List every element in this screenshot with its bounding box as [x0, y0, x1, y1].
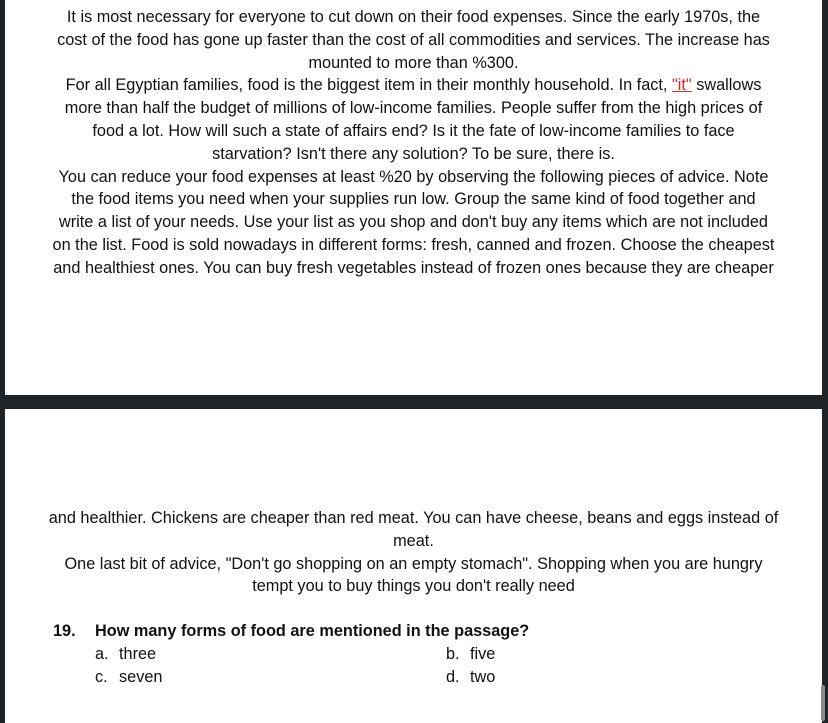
passage-line: One last bit of advice, "Don't go shopping on an empty stomach". Shopping when you are hungry [64, 554, 763, 573]
option-letter: b. [446, 645, 460, 663]
answer-option-b[interactable] [446, 645, 495, 664]
answer-option-a[interactable] [95, 645, 156, 664]
passage-line: and healthiest ones. You can buy fresh vegetables instead of frozen ones because they are cheaper [53, 258, 774, 277]
passage-line: mounted to more than %300. [308, 53, 519, 72]
passage-line: and healthier. Chickens are cheaper than red meat. You can have cheese, beans and eggs instead of [48, 509, 779, 527]
paragraph-5 [5, 553, 822, 599]
passage-line: write a list of your needs. Use your list as you shop and don't buy any items which are not included [58, 213, 768, 232]
passage-line: the food items you need when your supplies run low. Group the same kind of food together and [71, 190, 756, 209]
passage-line: starvation? Isn't there any solution? To be sure, there is. [212, 144, 615, 163]
document-page-2 [5, 409, 822, 723]
passage-line: meat. [393, 531, 434, 550]
paragraph-1 [5, 6, 822, 74]
document-page-1 [5, 0, 822, 395]
question-number: 19. [53, 622, 76, 640]
paragraph-3 [5, 166, 822, 280]
option-text: three [119, 645, 157, 663]
passage-line: more than half the budget of millions of low-income families. People suffer from the high prices of [64, 99, 763, 118]
passage-line: tempt you to buy things you don't really need [252, 577, 575, 596]
question-text: How many forms of food are mentioned in the passage? [95, 622, 530, 640]
answer-option-d[interactable] [446, 668, 495, 687]
passage-part-2 [5, 507, 822, 598]
option-letter: d. [446, 668, 460, 686]
highlighted-word-it: "it" [671, 76, 692, 95]
passage-line: swallows [691, 76, 762, 95]
question-19 [53, 622, 529, 641]
scrollbar-thumb[interactable] [821, 685, 825, 721]
passage-line: cost of the food has gone up faster than the cost of all commodities and services. The increase has [57, 30, 770, 49]
option-letter: a. [95, 645, 109, 663]
passage-line: For all Egyptian families, food is the biggest item in their monthly household. In fact, [65, 76, 672, 95]
paragraph-4 [5, 507, 822, 553]
option-text: two [470, 668, 496, 686]
answer-option-c[interactable] [95, 668, 162, 687]
paragraph-2 [5, 74, 822, 165]
option-text: seven [119, 668, 163, 686]
option-text: five [470, 645, 496, 663]
option-letter: c. [95, 668, 108, 686]
passage-line: on the list. Food is sold nowadays in different forms: fresh, canned and frozen. Choose the cheapest [52, 235, 775, 254]
passage-line: It is most necessary for everyone to cut down on their food expenses. Since the early 1970s, the [66, 8, 761, 26]
passage-line: food a lot. How will such a state of affairs end? Is it the fate of low-income families to face [92, 121, 735, 140]
passage-part-1 [5, 6, 822, 280]
passage-line: You can reduce your food expenses at least %20 by observing the following pieces of advice. Note [58, 167, 769, 186]
